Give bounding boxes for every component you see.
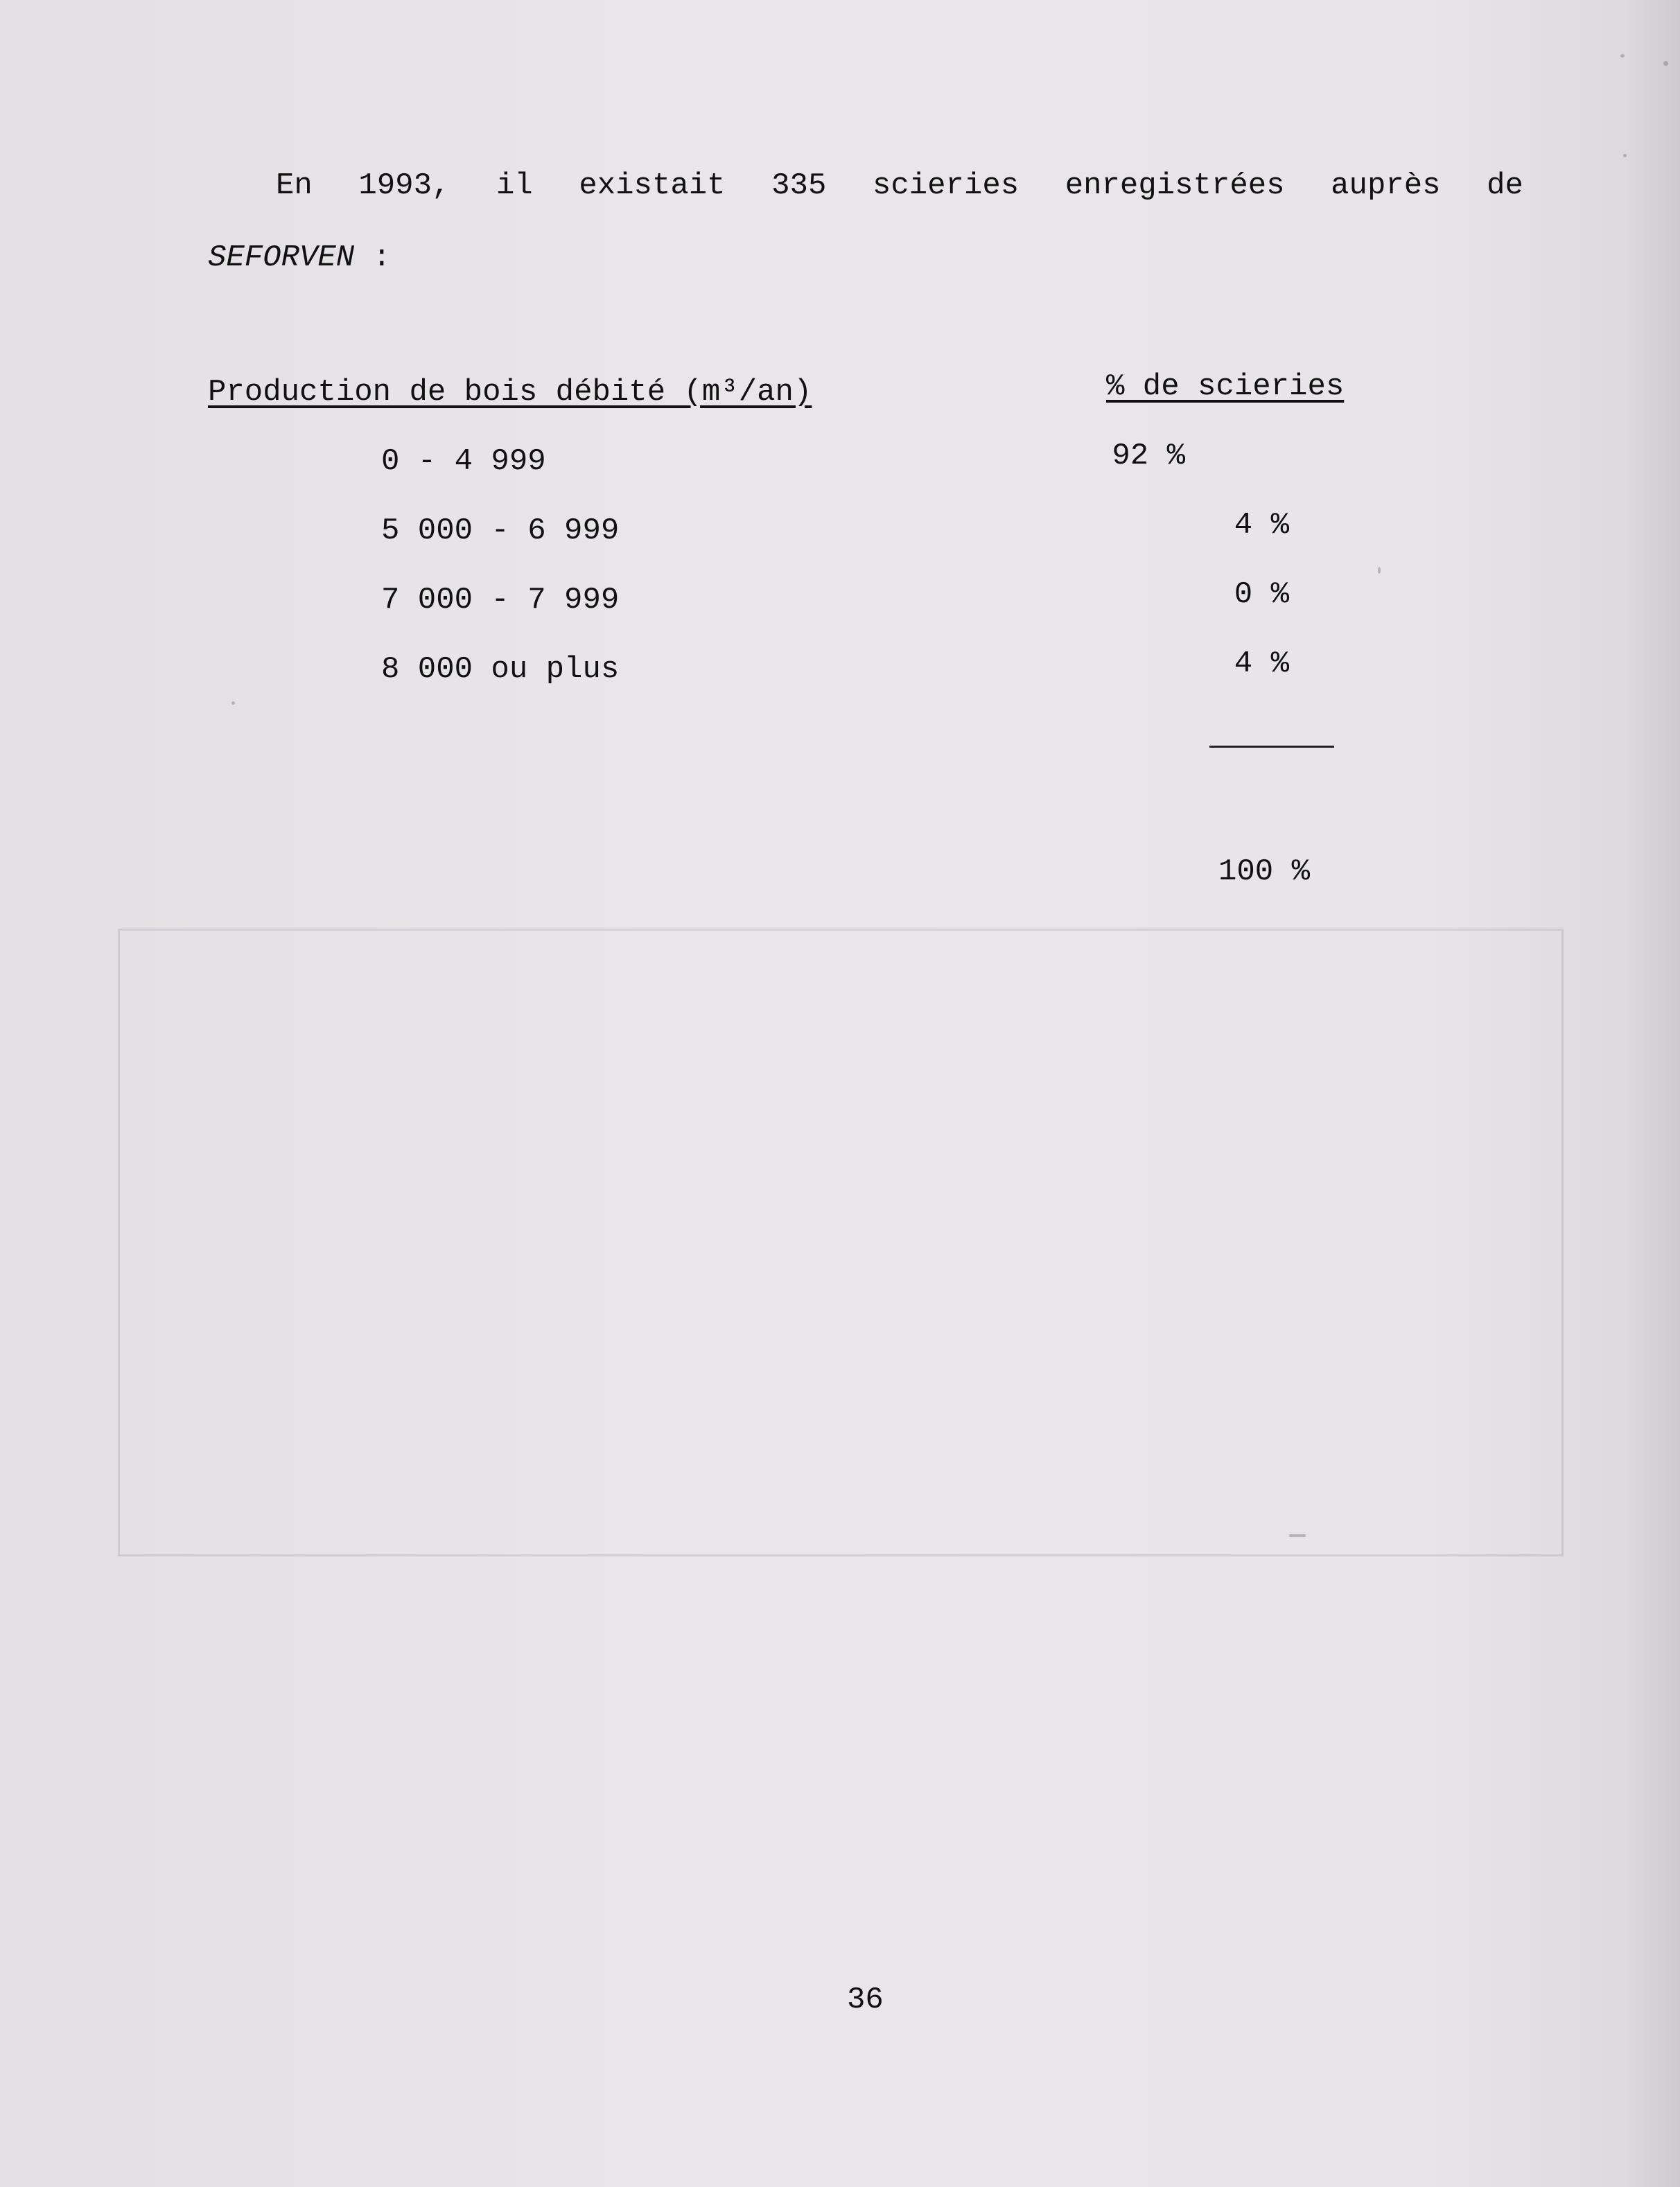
intro-word: enregistrées bbox=[1065, 168, 1285, 203]
row-range: 0 - 4 999 bbox=[381, 444, 546, 479]
row-range: 7 000 - 7 999 bbox=[381, 583, 620, 617]
intro-sentence-line-1 bbox=[276, 165, 1523, 207]
agency-name: SEFORVEN bbox=[208, 240, 355, 275]
intro-colon: : bbox=[354, 240, 392, 275]
intro-word: de bbox=[1487, 168, 1523, 203]
row-percent: 4 % bbox=[1234, 647, 1289, 681]
intro-word: existait bbox=[579, 168, 726, 203]
intro-word: 1993, bbox=[358, 168, 450, 203]
column-header-production: Production de bois débité (m³/an) bbox=[208, 375, 812, 410]
paper-speck bbox=[1378, 567, 1381, 574]
page-number: 36 bbox=[847, 1983, 884, 2017]
paper-speck bbox=[1623, 154, 1627, 157]
intro-word: il bbox=[496, 168, 533, 203]
show-through-table bbox=[118, 929, 1564, 1556]
column-header-percent: % de scieries bbox=[1106, 369, 1345, 404]
intro-word: En bbox=[276, 168, 313, 203]
row-range: 5 000 - 6 999 bbox=[381, 513, 620, 548]
row-percent: 92 % bbox=[1112, 439, 1185, 473]
intro-word: scieries bbox=[872, 168, 1020, 203]
row-percent: 0 % bbox=[1234, 577, 1289, 612]
paper-speck bbox=[231, 701, 235, 705]
intro-word: auprès bbox=[1331, 168, 1441, 203]
intro-sentence-line-2 bbox=[208, 237, 391, 279]
paper-speck bbox=[1620, 54, 1625, 58]
page-edge-shadow bbox=[1625, 0, 1680, 2187]
total-percent: 100 % bbox=[1218, 854, 1310, 889]
intro-word: 335 bbox=[771, 168, 827, 203]
total-rule bbox=[1209, 746, 1334, 748]
paper-speck bbox=[1289, 1534, 1306, 1537]
paper-speck bbox=[1663, 61, 1668, 66]
row-percent: 4 % bbox=[1234, 508, 1289, 543]
row-range: 8 000 ou plus bbox=[381, 652, 620, 687]
